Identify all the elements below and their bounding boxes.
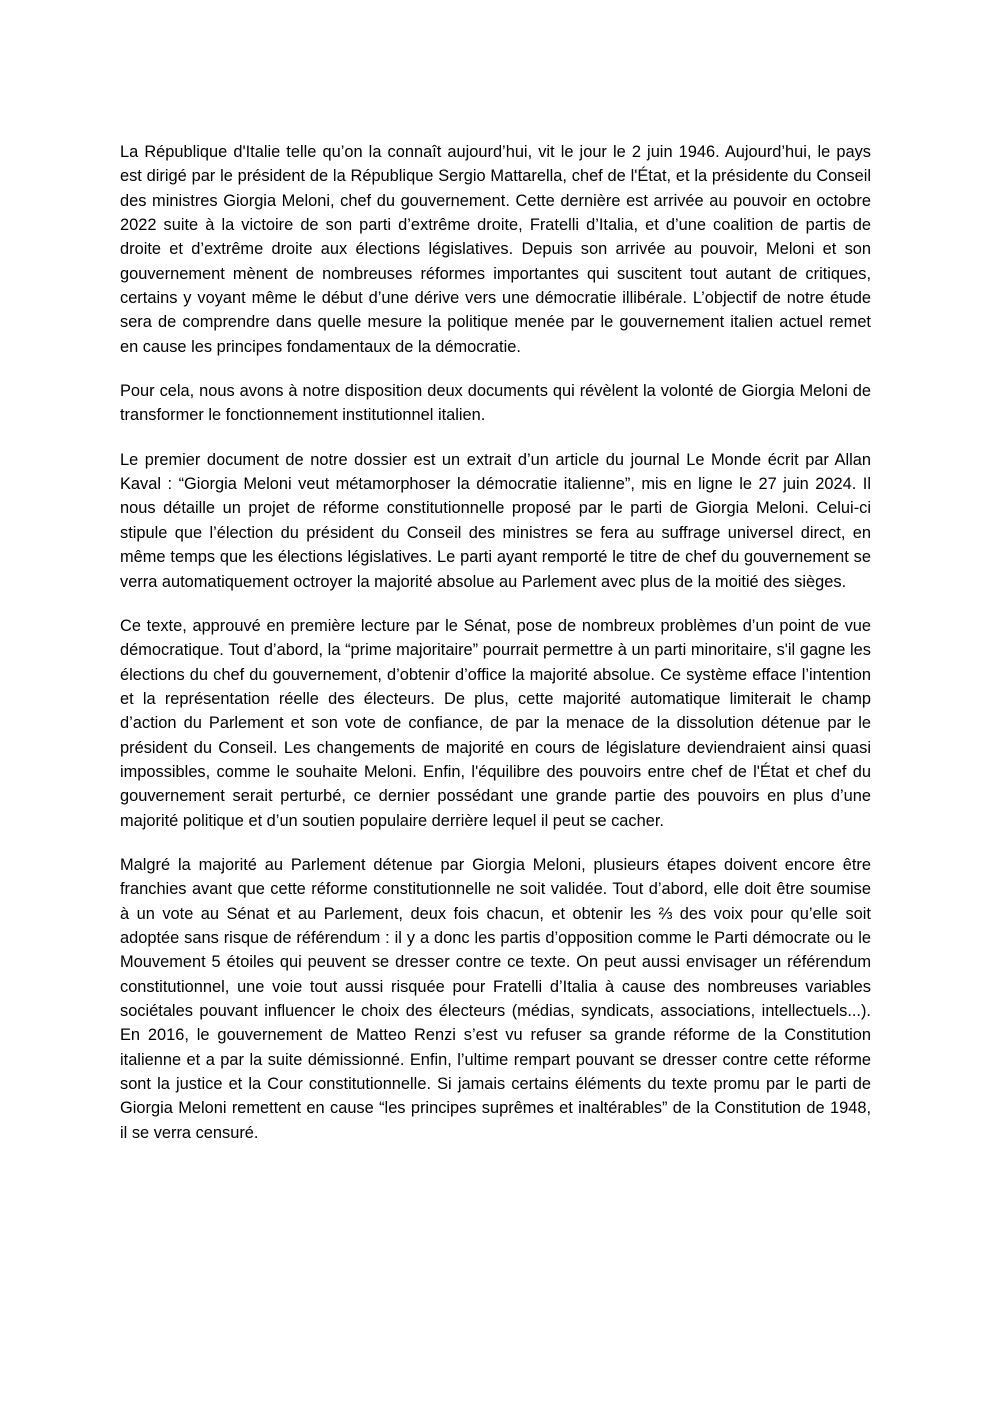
paragraph-validation-steps: Malgré la majorité au Parlement détenue par Giorgia Meloni, plusieurs étapes doivent encore être franchies avant que cette réforme constitutionnelle ne soit validée. Tout d’abord, elle doit être soumise à un vote au Sénat et au Parlement, deux fois chacun, et obtenir les ⅔ des voix pour qu’elle soit adoptée sans risque de référendum : il y a donc les partis d’opposition comme le Parti démocrate ou le Mouvement 5 étoiles qui peuvent se dresser contre ce texte. On peut aussi envisager un référendum constitutionnel, une voie tout aussi risquée pour Fratelli d’Italia à cause des nombreuses variables sociétales pouvant influencer le choix des électeurs (médias, syndicats, associations, intellectuels...). En 2016, le gouvernement de Matteo Renzi s’est vu refuser sa grande réforme de la Constitution italienne et a par la suite démissionné. Enfin, l’ultime rempart pouvant se dresser contre cette réforme sont la justice et la Cour constitutionnelle. Si jamais certains éléments du texte promu par le parti de Giorgia Meloni remettent en cause “les principes suprêmes et inaltérables” de la Constitution de 1948, il se verra censuré.: [120, 855, 871, 1142]
paragraph-democratic-problems: Ce texte, approuvé en première lecture par le Sénat, pose de nombreux problèmes d’un point de vue démocratique. Tout d’abord, la “prime majoritaire” pourrait permettre à un parti minoritaire, s'il gagne les élections du chef du gouvernement, d’obtenir d’office la majorité absolue. Ce système efface l’intention et la représentation réelle des électeurs. De plus, cette majorité automatique limiterait le champ d’action du Parlement et son vote de confiance, de par la menace de la dissolution détenue par le président du Conseil. Les changements de majorité en cours de législature deviendraient ainsi quasi impossibles, comme le souhaite Meloni. Enfin, l'équilibre des pouvoirs entre chef de l'État et chef du gouvernement serait perturbé, ce dernier possédant une grande partie des pouvoirs en plus d’une majorité politique et d’un soutien populaire derrière lequel il peut se cacher.: [120, 616, 871, 830]
document-body: [120, 140, 871, 1165]
paragraph-sources: Pour cela, nous avons à notre disposition deux documents qui révèlent la volonté de Giorgia Meloni de transformer le fonctionnement institutionnel italien.: [120, 382, 871, 425]
paragraph-first-document: Le premier document de notre dossier est un extrait d’un article du journal Le Monde écrit par Allan Kaval : “Giorgia Meloni veut métamorphoser la démocratie italienne”, mis en ligne le 27 juin 2024. Il nous détaille un projet de réforme constitutionnelle proposé par le parti de Giorgia Meloni. Celui-ci stipule que l’élection du président du Conseil des ministres se fera au suffrage universel direct, en même temps que les élections législatives. Le parti ayant remporté le titre de chef du gouvernement se verra automatiquement octroyer la majorité absolue au Parlement avec plus de la moitié des sièges.: [120, 450, 871, 591]
paragraph-introduction: La République d'Italie telle qu’on la connaît aujourd’hui, vit le jour le 2 juin 1946. Aujourd’hui, le pays est dirigé par le président de la République Sergio Mattarella, chef de l'État, et la présidente du Conseil des ministres Giorgia Meloni, chef du gouvernement. Cette dernière est arrivée au pouvoir en octobre 2022 suite à la victoire de son parti d’extrême droite, Fratelli d’Italia, et d’une coalition de partis de droite et d’extrême droite aux élections législatives. Depuis son arrivée au pouvoir, Meloni et son gouvernement mènent de nombreuses réformes importantes qui suscitent tout autant de critiques, certains y voyant même le début d’une dérive vers une démocratie illibérale. L’objectif de notre étude sera de comprendre dans quelle mesure la politique menée par le gouvernement italien actuel remet en cause les principes fondamentaux de la démocratie.: [120, 143, 871, 356]
